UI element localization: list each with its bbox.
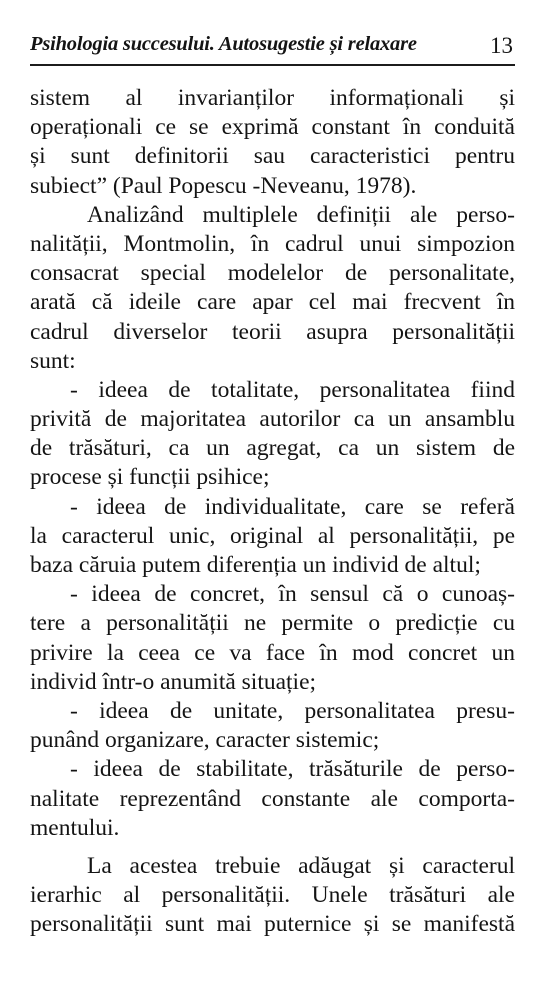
paragraph <box>30 852 515 940</box>
text-line: de trăsături, ca un agregat, ca un sistem de <box>30 435 515 462</box>
text-line: nalitate reprezentând constante ale comporta- <box>30 785 515 812</box>
list-item <box>30 580 515 697</box>
text-line: arată că ideile care apar cel mai frecvent în <box>30 289 515 316</box>
page-number: 13 <box>490 33 513 58</box>
header-rule <box>30 64 515 66</box>
text-line: - ideea de stabilitate, trăsăturile de perso- <box>70 756 515 783</box>
text-line: - ideea de concret, în sensul că o cunoaș- <box>70 581 515 608</box>
text-line: sistem al invarianților informaționali și <box>30 85 515 111</box>
text-line: mentului. <box>30 814 120 841</box>
text-line: tere a personalității ne permite o predicție cu <box>30 610 515 637</box>
text-line: subiect” (Paul Popescu -Neveanu, 1978). <box>30 172 417 199</box>
text-line: privire la ceea ce va face în mod concret un <box>30 639 515 666</box>
text-line: baza căruia putem diferenția un individ de altul; <box>30 552 481 578</box>
text-line: - ideea de individualitate, care se referă <box>70 493 515 520</box>
text-line: consacrat special modelelor de personalitate, <box>30 260 515 287</box>
list-item <box>30 697 515 755</box>
paragraph-gap <box>30 843 515 852</box>
text-line: sunt: <box>30 347 76 374</box>
text-line: la caracterul unic, original al personalității, pe <box>30 522 515 549</box>
text-line: individ într-o anumită situație; <box>30 668 317 695</box>
text-line: ierarhic al personalității. Unele trăsături ale <box>30 882 515 909</box>
text-line: operaționali ce se exprimă constant în conduită <box>30 114 515 141</box>
text-line: - ideea de unitate, personalitatea presu- <box>70 697 515 724</box>
text-line: și sunt definitorii sau caracteristici pentru <box>30 143 515 170</box>
running-title: Psihologia succesului. Autosugestie și relaxare <box>30 33 417 55</box>
body-text <box>30 84 515 939</box>
text-line: privită de majoritatea autorilor ca un ansamblu <box>30 406 515 433</box>
text-line: punând organizare, caracter sistemic; <box>30 727 380 754</box>
list-item <box>30 493 515 581</box>
text-line: La acestea trebuie adăugat și caracterul <box>87 852 515 879</box>
text-line: nalității, Montmolin, în cadrul unui simpozion <box>30 230 515 257</box>
list-item <box>30 755 515 843</box>
text-line: personalității sunt mai puternice și se manifestă <box>30 911 515 938</box>
paragraph <box>30 84 515 201</box>
text-line: Analizând multiplele definiții ale perso- <box>87 201 515 228</box>
paragraph <box>30 201 515 376</box>
list-item <box>30 376 515 493</box>
text-line: - ideea de totalitate, personalitatea fiind <box>70 376 515 403</box>
text-line: cadrul diverselor teorii asupra personalității <box>30 318 515 345</box>
text-line: procese și funcții psihice; <box>30 464 270 491</box>
running-header <box>30 33 515 63</box>
